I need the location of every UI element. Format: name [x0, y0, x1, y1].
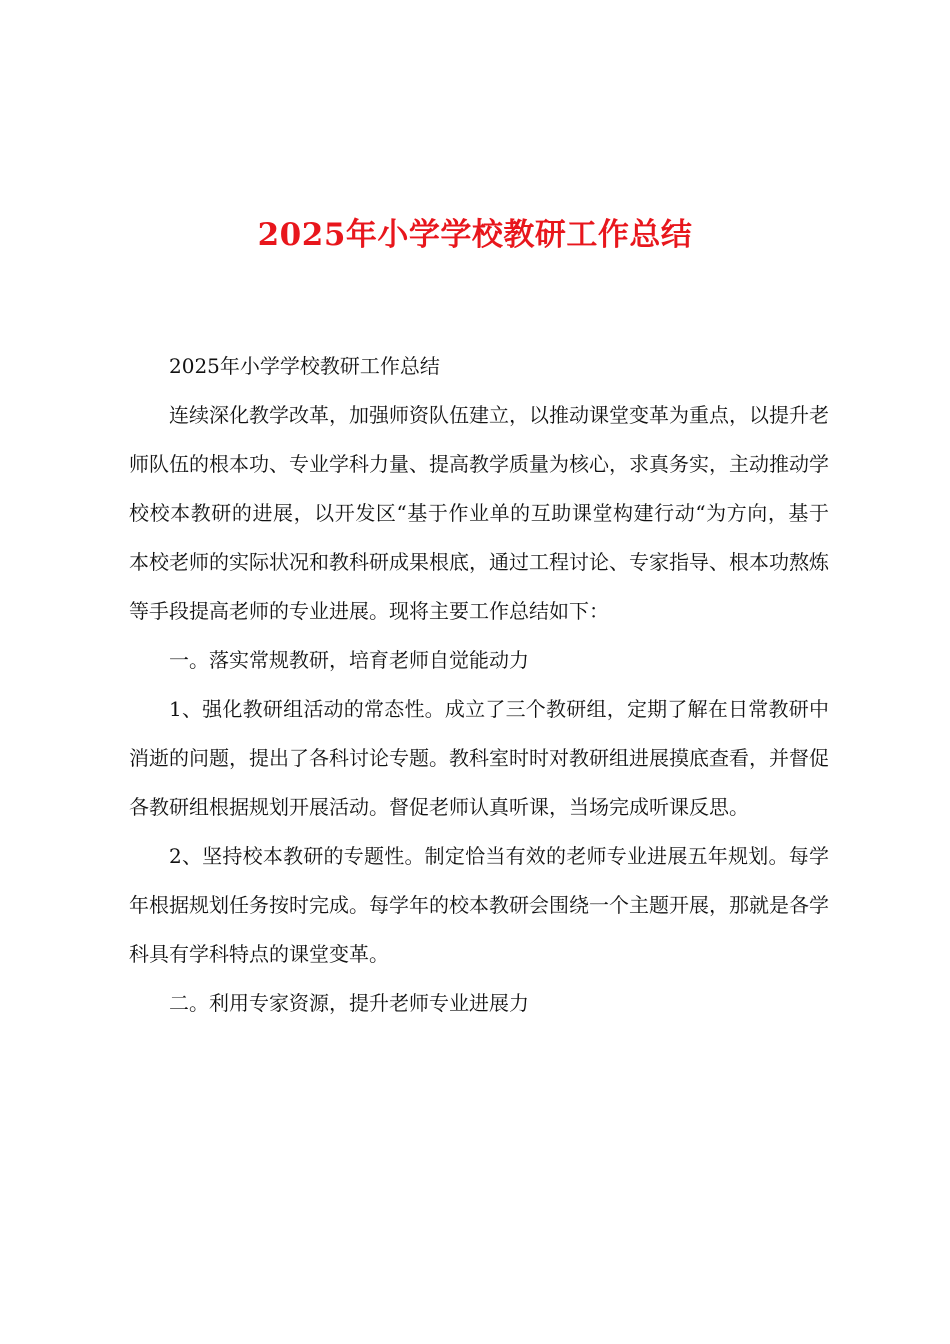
paragraph-intro: 连续深化教学改革，加强师资队伍建立，以推动课堂变革为重点，以提升老师队伍的根本功、专业学科力量、提高教学质量为核心，求真务实，主动推动学校校本教研的进展，以开发区“基于作业单的互助课堂构建行动“为方向，基于本校老师的实际状况和教科研成果根底，通过工程讨论、专家指导、根本功熬炼等手段提高老师的专业进展。现将主要工作总结如下：	[129, 403, 829, 623]
paragraph-item-1: 1、强化教研组活动的常态性。成立了三个教研组，定期了解在日常教研中消逝的问题，提出了各科讨论专题。教科室时时对教研组进展摸底查看，并督促各教研组根据规划开展活动。督促老师认真听课，当场完成听课反思。	[129, 697, 829, 819]
document-body	[129, 342, 829, 1028]
paragraph-item-2: 2、坚持校本教研的专题性。制定恰当有效的老师专业进展五年规划。每学年根据规划任务按时完成。每学年的校本教研会围绕一个主题开展，那就是各学科具有学科特点的课堂变革。	[129, 844, 829, 966]
paragraph-subtitle: 2025年小学学校教研工作总结	[169, 354, 440, 378]
section-heading-2: 二。利用专家资源，提升老师专业进展力	[169, 991, 529, 1015]
section-heading-1: 一。落实常规教研，培育老师自觉能动力	[169, 648, 529, 672]
document-title: 2025年小学学校教研工作总结	[257, 217, 693, 253]
